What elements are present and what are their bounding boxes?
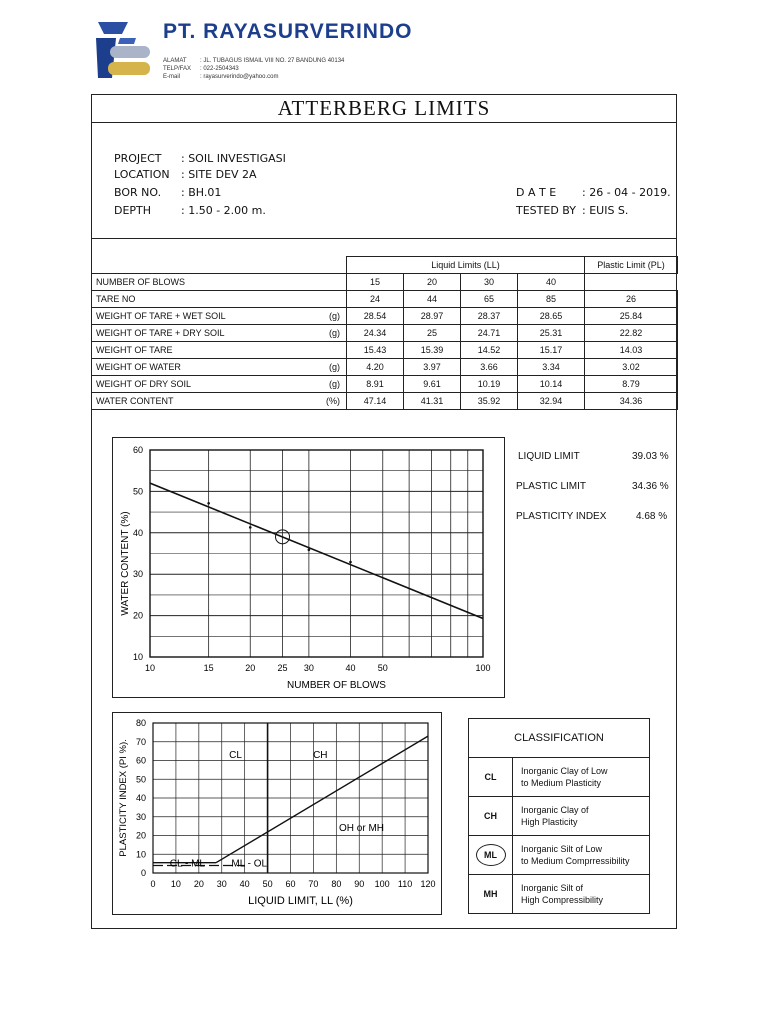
ll-cell: 44	[404, 291, 461, 308]
class-desc-line1: Inorganic Silt of	[521, 883, 584, 893]
x-tick-label: 90	[354, 879, 365, 889]
zone-label: CH	[313, 749, 328, 761]
class-code: CH	[484, 811, 497, 821]
row-label: WEIGHT OF TARE	[92, 342, 310, 359]
pl-cell: 8.79	[585, 376, 678, 393]
row-label: WEIGHT OF TARE + WET SOIL	[92, 308, 310, 325]
zone-label: CL	[229, 749, 242, 761]
x-tick-label: 100	[475, 663, 491, 673]
data-point	[249, 526, 252, 529]
atterberg-table	[91, 256, 678, 410]
ll-header: Liquid Limits (LL)	[347, 257, 585, 274]
row-unit: (g)	[310, 308, 347, 325]
class-code: CL	[484, 772, 497, 782]
ll-cell: 28.97	[404, 308, 461, 325]
y-tick-label: 10	[132, 652, 143, 662]
depth-value: : 1.50 - 2.00 m.	[181, 204, 266, 217]
class-code-cell	[469, 875, 513, 914]
row-label: WEIGHT OF WATER	[92, 359, 310, 376]
class-desc-line2: High Plasticity	[521, 817, 578, 827]
row-unit	[310, 342, 347, 359]
x-tick-label: 20	[193, 879, 204, 889]
report-title: ATTERBERG LIMITS	[277, 96, 491, 120]
row-label: NUMBER OF BLOWS	[92, 274, 310, 291]
data-point	[308, 548, 311, 551]
y-tick-label: 30	[132, 569, 143, 580]
table-row	[92, 342, 678, 359]
data-point	[349, 561, 352, 564]
y-tick-label: 20	[135, 830, 146, 841]
ll-cell: 35.92	[461, 393, 518, 410]
classification-table	[468, 718, 650, 914]
ll-cell: 41.31	[404, 393, 461, 410]
x-tick-label: 0	[150, 879, 156, 889]
plasticity-chart	[112, 712, 442, 915]
y-axis-title: PLASTICITY INDEX (PI %).	[118, 739, 129, 857]
table-row	[92, 359, 678, 376]
pi-result-value: 4.68 %	[636, 511, 668, 522]
y-tick-label: 60	[135, 755, 146, 766]
ll-cell: 24.71	[461, 325, 518, 342]
depth-label: DEPTH	[114, 204, 152, 217]
class-desc-line1: Inorganic Clay of Low	[521, 766, 608, 776]
pl-cell: 26	[585, 291, 678, 308]
pl-header: Plastic Limit (PL)	[585, 257, 678, 274]
zone-label: ML - OL	[231, 858, 268, 870]
class-code: ML	[476, 844, 506, 866]
ll-cell: 15.17	[518, 342, 585, 359]
ll-cell: 3.97	[404, 359, 461, 376]
email-value: : rayasurverindo@yahoo.com	[200, 74, 279, 80]
company-logo	[92, 18, 154, 84]
classification-row	[469, 797, 650, 836]
ll-result-value: 39.03 %	[632, 451, 669, 462]
ll-cell: 24.34	[347, 325, 404, 342]
project-label: PROJECT	[114, 152, 162, 165]
tested-label: TESTED BY	[516, 204, 576, 217]
ll-cell: 40	[518, 274, 585, 291]
class-desc-line1: Inorganic Clay of	[521, 805, 589, 815]
ll-cell: 10.19	[461, 376, 518, 393]
y-tick-label: 40	[135, 793, 146, 803]
ll-cell: 47.14	[347, 393, 404, 410]
table-row	[92, 376, 678, 393]
ll-cell: 25.31	[518, 325, 585, 342]
flow-line	[150, 483, 483, 618]
pl-cell: 3.02	[585, 359, 678, 376]
tested-value: : EUIS S.	[582, 204, 629, 217]
classification-row	[469, 836, 650, 875]
row-label: WEIGHT OF TARE + DRY SOIL	[92, 325, 310, 342]
ll-cell: 85	[518, 291, 585, 308]
y-tick-label: 50	[135, 774, 146, 785]
x-tick-label: 100	[374, 879, 390, 889]
table-row	[92, 393, 678, 410]
y-tick-label: 50	[132, 486, 143, 497]
row-unit: (%)	[310, 393, 347, 410]
y-tick-label: 80	[135, 718, 146, 728]
class-desc-cell	[513, 836, 650, 875]
y-tick-label: 10	[135, 849, 146, 860]
class-code-cell	[469, 836, 513, 875]
data-point	[207, 502, 210, 505]
ll-cell: 15.39	[404, 342, 461, 359]
x-tick-label: 40	[239, 879, 250, 889]
ll-cell: 20	[404, 274, 461, 291]
location-value: : SITE DEV 2A	[181, 168, 257, 181]
table-row	[92, 325, 678, 342]
ll-cell: 3.34	[518, 359, 585, 376]
row-label: TARE NO	[92, 291, 310, 308]
ll-cell: 30	[461, 274, 518, 291]
x-tick-label: 50	[377, 663, 388, 673]
bor-label: BOR NO.	[114, 186, 162, 199]
class-desc-line1: Inorganic Silt of Low	[521, 844, 603, 854]
ll-result-label: LIQUID LIMIT	[518, 451, 580, 462]
y-tick-label: 0	[140, 868, 146, 878]
row-label: WATER CONTENT	[92, 393, 310, 410]
class-desc-line2: to Medium Comprressibility	[521, 856, 630, 866]
x-tick-label: 15	[203, 663, 214, 673]
row-label: WEIGHT OF DRY SOIL	[92, 376, 310, 393]
y-tick-label: 30	[135, 811, 146, 822]
company-name: PT. RAYASURVERINDO	[163, 20, 413, 43]
bor-value: : BH.01	[181, 186, 222, 199]
pl-cell: 34.36	[585, 393, 678, 410]
pl-cell: 25.84	[585, 308, 678, 325]
ll-cell: 3.66	[461, 359, 518, 376]
row-unit	[310, 274, 347, 291]
ll-cell: 24	[347, 291, 404, 308]
row-unit	[310, 291, 347, 308]
table-row	[92, 274, 678, 291]
x-axis-title: NUMBER OF BLOWS	[287, 680, 386, 691]
ll-cell: 4.20	[347, 359, 404, 376]
class-code-cell	[469, 758, 513, 797]
x-axis-title: LIQUID LIMIT, LL (%)	[248, 895, 353, 907]
ll-cell: 32.94	[518, 393, 585, 410]
x-tick-label: 80	[331, 879, 342, 889]
x-tick-label: 60	[285, 879, 296, 889]
x-tick-label: 20	[245, 663, 256, 673]
flow-curve-chart	[112, 437, 505, 698]
zone-label: CL - ML	[169, 858, 205, 870]
project-value: : SOIL INVESTIGASI	[181, 152, 286, 165]
pi-result-label: PLASTICITY INDEX	[516, 511, 607, 522]
classification-title: CLASSIFICATION	[469, 719, 650, 758]
x-tick-label: 10	[170, 879, 181, 889]
pl-cell: 22.82	[585, 325, 678, 342]
x-tick-label: 30	[216, 879, 227, 889]
ll-cell: 14.52	[461, 342, 518, 359]
email-label: E-mail	[163, 74, 181, 80]
phone-label: TELP/FAX	[163, 66, 192, 72]
x-tick-label: 25	[277, 663, 288, 673]
pl-cell: 14.03	[585, 342, 678, 359]
y-tick-label: 70	[135, 736, 146, 747]
x-tick-label: 120	[420, 879, 436, 889]
address-value: : JL. TUBAGUS ISMAIL VIII NO. 27 BANDUNG 40134	[200, 58, 345, 64]
zone-label: OH or MH	[339, 823, 385, 834]
header-spacer	[92, 257, 347, 274]
x-tick-label: 40	[345, 663, 356, 673]
class-desc-cell	[513, 797, 650, 836]
x-tick-label: 50	[262, 879, 273, 889]
classification-row	[469, 875, 650, 914]
date-label: D A T E	[516, 186, 557, 199]
address-label: ALAMAT	[163, 58, 187, 64]
y-tick-label: 60	[132, 445, 143, 455]
date-value: : 26 - 04 - 2019.	[582, 186, 671, 199]
ll-cell: 9.61	[404, 376, 461, 393]
pl-result-label: PLASTIC LIMIT	[516, 481, 587, 492]
ll-cell: 10.14	[518, 376, 585, 393]
ll-cell: 15.43	[347, 342, 404, 359]
table-row	[92, 291, 678, 308]
ll-cell: 25	[404, 325, 461, 342]
row-unit: (g)	[310, 359, 347, 376]
title-divider	[91, 122, 677, 123]
y-tick-label: 20	[132, 610, 143, 621]
table-row	[92, 308, 678, 325]
y-axis-title: WATER CONTENT (%)	[120, 511, 131, 616]
row-unit: (g)	[310, 325, 347, 342]
ll-cell: 28.37	[461, 308, 518, 325]
class-desc-line2: High Compressibility	[521, 895, 604, 905]
class-code-cell	[469, 797, 513, 836]
x-tick-label: 70	[308, 879, 319, 889]
y-tick-label: 40	[132, 527, 143, 538]
phone-value: : 022-2504343	[200, 66, 239, 72]
location-label: LOCATION	[114, 168, 170, 181]
class-desc-cell	[513, 758, 650, 797]
ll-cell: 8.91	[347, 376, 404, 393]
class-desc-cell	[513, 875, 650, 914]
ll-cell: 65	[461, 291, 518, 308]
x-tick-label: 110	[397, 879, 413, 889]
class-desc-line2: to Medium Plasticity	[521, 778, 602, 788]
ll-cell: 15	[347, 274, 404, 291]
ll-cell: 28.65	[518, 308, 585, 325]
class-code: MH	[483, 889, 498, 899]
pl-result-value: 34.36 %	[632, 481, 669, 492]
ll-cell: 28.54	[347, 308, 404, 325]
info-divider	[91, 238, 677, 239]
classification-row	[469, 758, 650, 797]
table-header-row	[92, 257, 678, 274]
row-unit: (g)	[310, 376, 347, 393]
x-tick-label: 10	[144, 663, 156, 673]
x-tick-label: 30	[303, 663, 314, 673]
